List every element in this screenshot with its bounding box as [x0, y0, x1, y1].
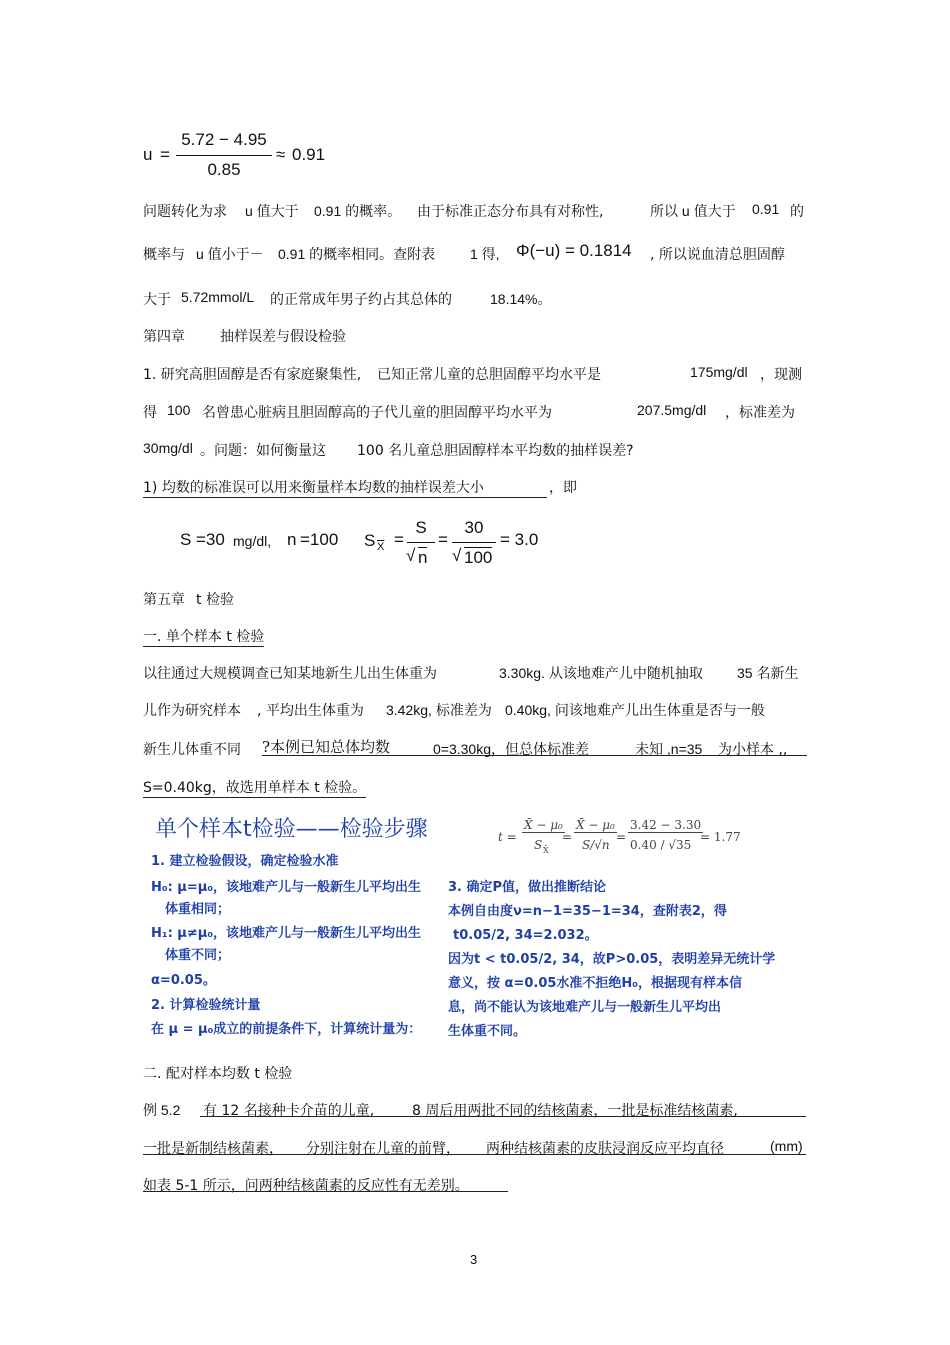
text: 由于标准正态分布具有对称性,	[417, 204, 604, 220]
text: , 平均出生体重为	[257, 703, 364, 719]
text: u 值大于	[245, 203, 299, 219]
text: S=0.40kg，故选用单样本 t 检验。	[143, 777, 366, 798]
answer-line: 1) 均数的标准误可以用来衡量样本均数的抽样误差大小	[143, 477, 547, 498]
text: 大于	[143, 292, 171, 308]
slide-df: 本例自由度ν=n−1=35−1=34，查附表2，得	[448, 904, 727, 919]
text: 。问题：如何衡量这	[200, 443, 326, 459]
formula-t: t =	[498, 830, 517, 844]
eq-s-unit: mg/dl,	[233, 533, 272, 549]
eq-equals-1: =	[394, 530, 404, 549]
eq-u-fraction-bar	[176, 155, 272, 156]
formula-equals: =	[562, 830, 573, 844]
formula-den1: S	[534, 838, 543, 852]
eq-s: S	[180, 530, 192, 549]
slide-alpha: α=0.05。	[151, 973, 216, 988]
eq-u-numerator: 5.72 − 4.95	[181, 130, 267, 149]
eq-equals-2: =	[438, 530, 448, 549]
text: 0.40kg, 问该地难产儿出生体重是否与一般	[505, 702, 765, 718]
text: 8 周后用两批不同的结核菌素，一批是标准结核菌素,	[412, 1103, 738, 1119]
text: ?本例已知总体均数	[262, 738, 391, 756]
sqrt-icon: √	[452, 546, 462, 565]
formula-den3: 0.40 / √35	[630, 838, 692, 852]
text: 已知正常儿童的总胆固醇平均水平是	[377, 367, 601, 383]
text: ，即	[549, 480, 577, 496]
text: 未知 ,n=35	[635, 741, 703, 757]
slide-critical: t0.05/2, 34=2.032。	[453, 928, 598, 943]
slide-step-2: 2. 计算检验统计量	[151, 998, 261, 1013]
eq-numerator-1: S	[415, 518, 427, 537]
text: 以往通过大规模调查已知某地新生儿出生体重为	[143, 666, 437, 682]
slide-conclusion-4: 生体重不同。	[448, 1024, 527, 1039]
text: 175mg/dl	[690, 364, 748, 380]
chapter-number: 第四章	[143, 329, 185, 345]
text: 30mg/dl	[143, 440, 193, 456]
section-1-title: 一. 单个样本 t 检验	[143, 626, 264, 647]
text: 儿作为研究样本	[143, 703, 241, 719]
text: 如表 5-1 所示，问两种结核菌素的反应性有无差别。	[143, 1178, 469, 1194]
formula-den2: S/√n	[582, 838, 610, 852]
text: 1. 研究高胆固醇是否有家庭聚集性,	[143, 367, 362, 383]
text: 207.5mg/dl	[637, 402, 707, 418]
text: 新生儿体重不同	[143, 742, 241, 758]
text: u 值小于－	[196, 246, 264, 262]
chapter-title: 抽样误差与假设检验	[220, 329, 346, 345]
formula-num1: X̄ − μ₀	[524, 818, 563, 832]
eq-numerator-2: 30	[464, 518, 484, 537]
eq-u-denominator: 0.85	[207, 160, 241, 179]
section-2-title: 二. 配对样本均数 t 检验	[143, 1066, 293, 1082]
page-number: 3	[470, 1252, 478, 1267]
chapter-number: 第五章	[143, 592, 185, 608]
slide-conclusion-1: 因为t < t0.05/2, 34，故P>0.05，表明差异无统计学	[448, 952, 776, 967]
text: 0.91 的概率相同。查附表	[278, 246, 436, 262]
slide-h0-cont: 体重相同；	[165, 902, 231, 917]
eq-u-result: 0.91	[292, 145, 326, 164]
text: ，标准差为	[725, 405, 795, 421]
phi-expression: Φ(−u) = 0.1814	[516, 241, 632, 260]
slide-step-1: 1. 建立检验假设，确定检验水准	[151, 854, 339, 869]
slide-statistic: 在 μ = μ₀成立的前提条件下，计算统计量为：	[151, 1022, 422, 1037]
eq-result: = 3.0	[500, 530, 539, 549]
text: 的	[790, 204, 804, 220]
eq-u-approx: ≈	[276, 145, 286, 164]
fraction-bar	[407, 542, 435, 543]
text: (mm)	[770, 1138, 803, 1154]
eq-n: n	[287, 530, 297, 549]
formula-num3: 3.42 − 3.30	[630, 818, 702, 832]
text: 0.91	[752, 201, 780, 217]
text: 得	[143, 405, 157, 421]
slide-title: 单个样本t检验——检验步骤	[155, 817, 428, 842]
text: 一批是新制结核菌素，	[143, 1141, 283, 1157]
eq-u-equals: =	[160, 145, 170, 164]
eq-sx-subscript: $\overline{X}$	[377, 541, 385, 553]
slide-image	[143, 808, 808, 1040]
text: 1 得,	[470, 246, 500, 262]
text: , 所以说血清总胆固醇	[650, 247, 785, 263]
text: 分别注射在儿童的前臂，	[306, 1141, 460, 1157]
text: 0.91 的概率。	[314, 203, 402, 219]
text: 3.42kg, 标准差为	[386, 702, 492, 718]
eq-denominator-1: n	[418, 548, 428, 567]
text: 所以 u 值大于	[650, 203, 736, 219]
text: 5.72mmol/L	[181, 289, 255, 305]
text: 18.14%。	[490, 291, 552, 307]
text: 35 名新生	[737, 665, 799, 681]
eq-sx: S	[364, 531, 376, 550]
formula-num2: X̄ − μ₀	[576, 818, 615, 832]
eq-n-value: =100	[300, 530, 339, 549]
slide-h1-cont: 体重不同；	[165, 948, 231, 963]
text: 为小样本 ,,	[718, 742, 788, 758]
eq-denominator-2: 100	[464, 548, 493, 567]
text: 的正常成年男子约占其总体的	[270, 292, 452, 308]
slide-h0: H₀: μ=μ₀，该地难产儿与一般新生儿平均出生	[151, 880, 422, 895]
text: 名曾患心脏病且胆固醇高的子代儿童的胆固醇平均水平为	[202, 405, 552, 421]
eq-s-value: =30	[196, 530, 225, 549]
text: 两种结核菌素的皮肤浸润反应平均直径	[486, 1141, 724, 1157]
chapter-title: t 检验	[196, 592, 234, 608]
slide-h1: H₁: μ≠μ₀，该地难产儿与一般新生儿平均出生	[151, 926, 422, 941]
fraction-bar	[452, 542, 496, 543]
text: 0=3.30kg，但总体标准差	[433, 741, 589, 757]
formula-den1-sub: X̄	[543, 846, 549, 855]
sqrt-icon: √	[406, 546, 416, 565]
text: 概率与	[143, 247, 185, 263]
text: 3.30kg. 从该地难产儿中随机抽取	[499, 665, 703, 681]
slide-step-3: 3. 确定P值，做出推断结论	[448, 880, 607, 895]
formula-equals: =	[616, 830, 627, 844]
text: ，现测	[760, 367, 802, 383]
slide-conclusion-2: 意义，按 α=0.05水准不拒绝H₀，根据现有样本信	[448, 976, 742, 991]
formula-result: = 1.77	[700, 830, 741, 844]
text: 100 名儿童总胆固醇样本平均数的抽样误差?	[357, 443, 634, 459]
text: 100	[167, 402, 191, 418]
eq-u-lhs: u	[143, 145, 153, 164]
slide-conclusion-3: 息，尚不能认为该地难产儿与一般新生儿平均出	[448, 1000, 722, 1015]
text: 例 5.2	[143, 1102, 181, 1118]
text: 问题转化为求	[143, 204, 227, 220]
text: 有 12 名接种卡介苗的儿童,	[203, 1103, 375, 1119]
